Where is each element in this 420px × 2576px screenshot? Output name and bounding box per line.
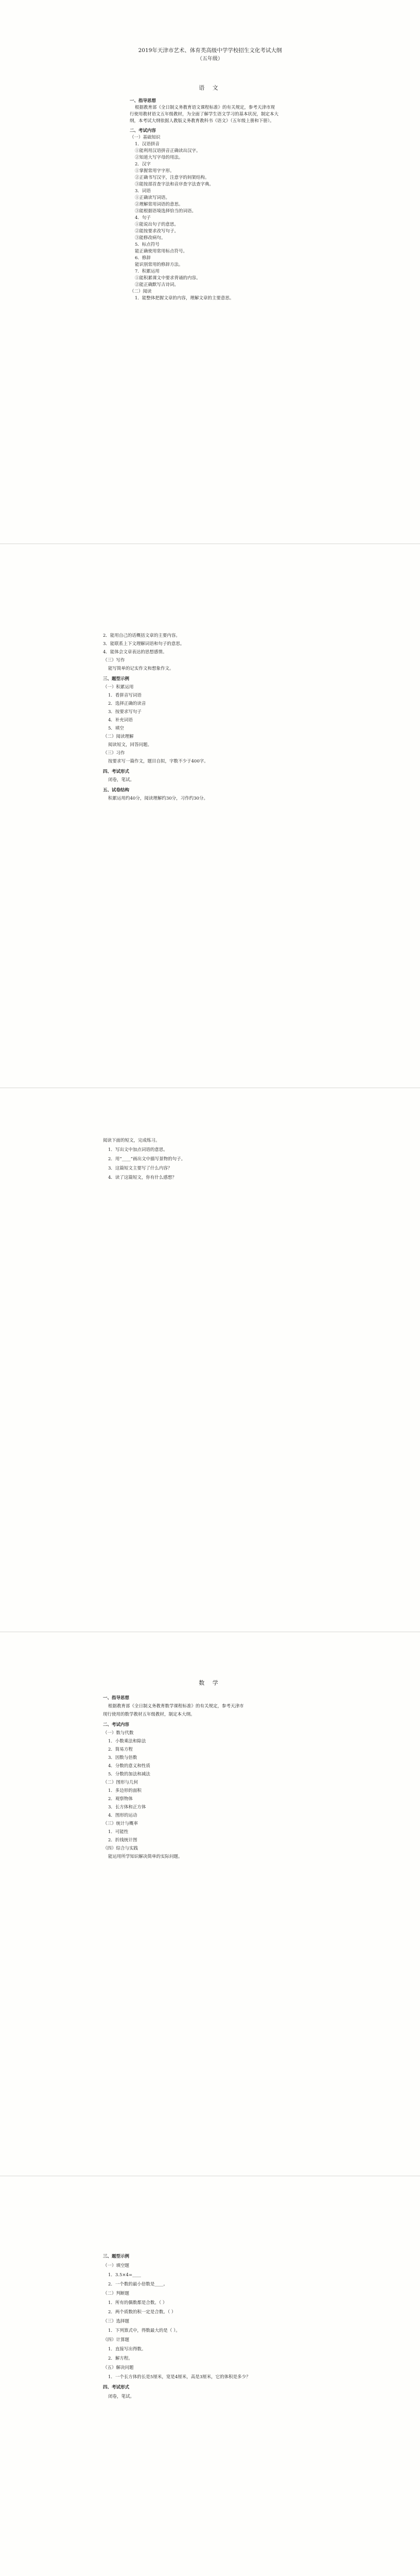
p1-line-7: ①能利用汉语拼音正确读出汉字。: [135, 148, 201, 154]
p2-line-3: （三）写作: [103, 658, 125, 663]
p5-line-12: （五）解决问题: [103, 2365, 134, 2370]
p4-line-4: （一）数与代数: [103, 1731, 134, 1736]
p2-line-19: 积累运用约40分，阅读理解约30分，习作约30分。: [108, 796, 208, 801]
p1-line-5: （一）基础知识: [130, 135, 161, 140]
p5-line-7: （三）选择题: [103, 2319, 130, 2324]
document-grade: （五年级）: [197, 56, 223, 62]
p1-line-0: 一、指导思想: [130, 98, 156, 104]
p1-line-15: ②理解常用词语的意思。: [135, 202, 183, 207]
p1-line-28: （二）阅读: [130, 289, 152, 294]
p4-line-5: 1．小数乘法和除法: [108, 1739, 146, 1744]
p2-line-10: 4．补充词语: [108, 718, 133, 723]
p2-line-1: 3．能联系上下文理解词语和句子的意思。: [103, 641, 185, 647]
p4-line-12: 2．观察物体: [108, 1797, 133, 1802]
p5-line-1: （一）填空题: [103, 2263, 130, 2268]
p4-line-14: 4．图形的运动: [108, 1813, 137, 1818]
p1-line-17: 4．句子: [135, 215, 151, 221]
p2-line-12: （二）阅读理解: [103, 734, 134, 739]
p4-line-9: 5．分数的加法和减法: [108, 1772, 150, 1777]
p2-line-14: （三）习作: [103, 751, 125, 756]
p2-line-13: 阅读短文，回答问题。: [108, 742, 152, 748]
p2-line-7: 1．看拼音写词语: [108, 693, 142, 698]
p5-line-10: 1．直接写出得数。: [108, 2347, 146, 2352]
p1-line-20: ③能修改病句。: [135, 235, 166, 241]
p5-line-9: （四）计算题: [103, 2337, 130, 2343]
p1-line-8: ②知道大写字母的用法。: [135, 155, 183, 160]
p2-line-5: 三、题型示例: [103, 676, 130, 682]
p4-line-2: 现行使用的数学教材五年级教材，制定本大纲。: [103, 1712, 195, 1717]
p1-line-22: 能正确使用常用标点符号。: [135, 249, 188, 254]
p4-line-13: 3．长方体和正方体: [108, 1805, 146, 1810]
p1-line-27: ②能正确默写古诗词。: [135, 282, 179, 287]
p3-line-2: 2．用“____”画出文中描写景物的句子。: [108, 1157, 186, 1162]
p1-line-2: 行使用教材语文五年级教材，为全面了解学生语文学习的基本状况，制定本大: [130, 112, 279, 117]
p1-line-25: 7．积累运用: [135, 269, 160, 274]
p5-line-0: 三、题型示例: [103, 2254, 130, 2259]
p5-line-4: （二）判断题: [103, 2291, 130, 2296]
p1-line-16: ③能根据语境选择恰当的词语。: [135, 209, 197, 214]
p1-line-11: ②正确书写汉字，注意字的间架结构。: [135, 175, 209, 180]
p1-line-4: 二、考试内容: [130, 128, 156, 133]
p1-line-10: ①掌握常用字字形。: [135, 168, 174, 174]
p3-line-1: 1．写出文中加点词语的意思。: [108, 1147, 168, 1153]
p4-line-11: 1．多边形的面积: [108, 1788, 142, 1793]
section-title-math: 数 学: [199, 1680, 221, 1686]
p3-line-4: 4．读了这篇短文，你有什么感想？: [108, 1175, 177, 1180]
p4-line-0: 一、指导思想: [103, 1696, 130, 1701]
p1-line-3: 纲，本考试大纲依据人教版义务教育教科书《语文》（五年级上册和下册）。: [130, 118, 274, 124]
p4-line-10: （二）图形与几何: [103, 1780, 138, 1785]
p5-line-8: 1．下列算式中，得数最大的是（ ）。: [108, 2328, 180, 2333]
p1-line-29: 1．能整体把握文章的内容，理解文章的主要意思。: [135, 296, 234, 301]
section-title-chinese: 语 文: [199, 84, 221, 91]
p1-line-21: 5．标点符号: [135, 242, 160, 247]
p1-line-1: 根据教育部《全日制义务教育语文课程标准》的有关规定，参考天津市现: [135, 105, 275, 110]
p1-line-19: ②能按要求改写句子。: [135, 229, 179, 234]
p5-line-11: 2．解方程。: [108, 2356, 133, 2361]
p4-line-18: （四）综合与实践: [103, 1846, 138, 1851]
page-4: [0, 1632, 420, 2176]
p1-line-24: 能识别常用的修辞方法。: [135, 262, 183, 267]
p2-line-11: 5．填空: [108, 726, 124, 731]
p5-line-6: 2．两个质数的积一定是合数。（ ）: [108, 2310, 176, 2315]
p4-line-17: 2．折线统计图: [108, 1838, 137, 1843]
p2-line-0: 2．能用自己的话概括文章的主要内容。: [103, 633, 180, 638]
document-title: 2019年天津市艺术、体育类高级中学学校招生文化考试大纲: [138, 47, 282, 54]
p4-line-8: 4．分数的意义和性质: [108, 1764, 150, 1769]
p1-line-12: ③能按部首查字法和音序查字法查字典。: [135, 182, 214, 187]
p1-line-6: 1．汉语拼音: [135, 142, 160, 147]
p5-line-5: 1．所有的偶数都是合数。（ ）: [108, 2300, 167, 2306]
p4-line-15: （三）统计与概率: [103, 1821, 138, 1826]
p2-line-2: 4．能体会文章表达的思想感情。: [103, 650, 167, 655]
p2-line-8: 2．选择正确的读音: [108, 701, 146, 706]
p4-line-19: 能运用所学知识解决简单的实际问题。: [108, 1854, 183, 1859]
p2-line-4: 能写简单的记实作文和想象作文。: [108, 666, 174, 671]
p4-line-3: 二、考试内容: [103, 1722, 130, 1727]
p4-line-16: 1．可能性: [108, 1829, 129, 1835]
p2-line-6: （一）积累运用: [103, 685, 134, 690]
p1-line-23: 6．修辞: [135, 256, 151, 261]
p4-line-1: 根据教育部《全日制义务教育数学课程标准》的有关规定，参考天津市: [108, 1704, 244, 1709]
p2-line-15: 按要求写一篇作文，题目自拟，字数不少于400字。: [108, 759, 208, 764]
p5-line-13: 1．一个长方体的长是5厘米，宽是4厘米，高是3厘米，它的体积是多少？: [108, 2375, 251, 2380]
page-5: [0, 2176, 420, 2576]
p5-line-2: 1．3.5×4=____: [108, 2273, 142, 2278]
p2-line-18: 五、试卷结构: [103, 788, 130, 793]
p4-line-6: 2．简易方程: [108, 1747, 133, 1752]
p1-line-26: ①能积累课文中要求背诵的内容。: [135, 276, 201, 281]
page-3: [0, 1088, 420, 1632]
p3-line-0: 阅读下面的短文，完成练习。: [103, 1138, 160, 1143]
p2-line-9: 3．按要求写句子: [108, 709, 142, 715]
p1-line-9: 2．汉字: [135, 162, 151, 167]
p2-line-16: 四、考试形式: [103, 769, 130, 774]
p1-line-18: ①能说出句子的意思。: [135, 222, 179, 227]
p2-line-17: 闭卷，笔试。: [108, 777, 135, 783]
p3-line-3: 3．这篇短文主要写了什么内容？: [108, 1166, 172, 1171]
p5-line-14: 四、考试形式: [103, 2385, 130, 2390]
page-1: [0, 0, 420, 544]
p4-line-7: 3．因数与倍数: [108, 1755, 137, 1760]
page-2: [0, 544, 420, 1088]
p1-line-13: 3．词语: [135, 189, 151, 194]
p5-line-15: 闭卷，笔试。: [108, 2394, 135, 2399]
p1-line-14: ①正确读写词语。: [135, 195, 170, 200]
p5-line-3: 2．一个数的最小倍数是____。: [108, 2282, 168, 2287]
